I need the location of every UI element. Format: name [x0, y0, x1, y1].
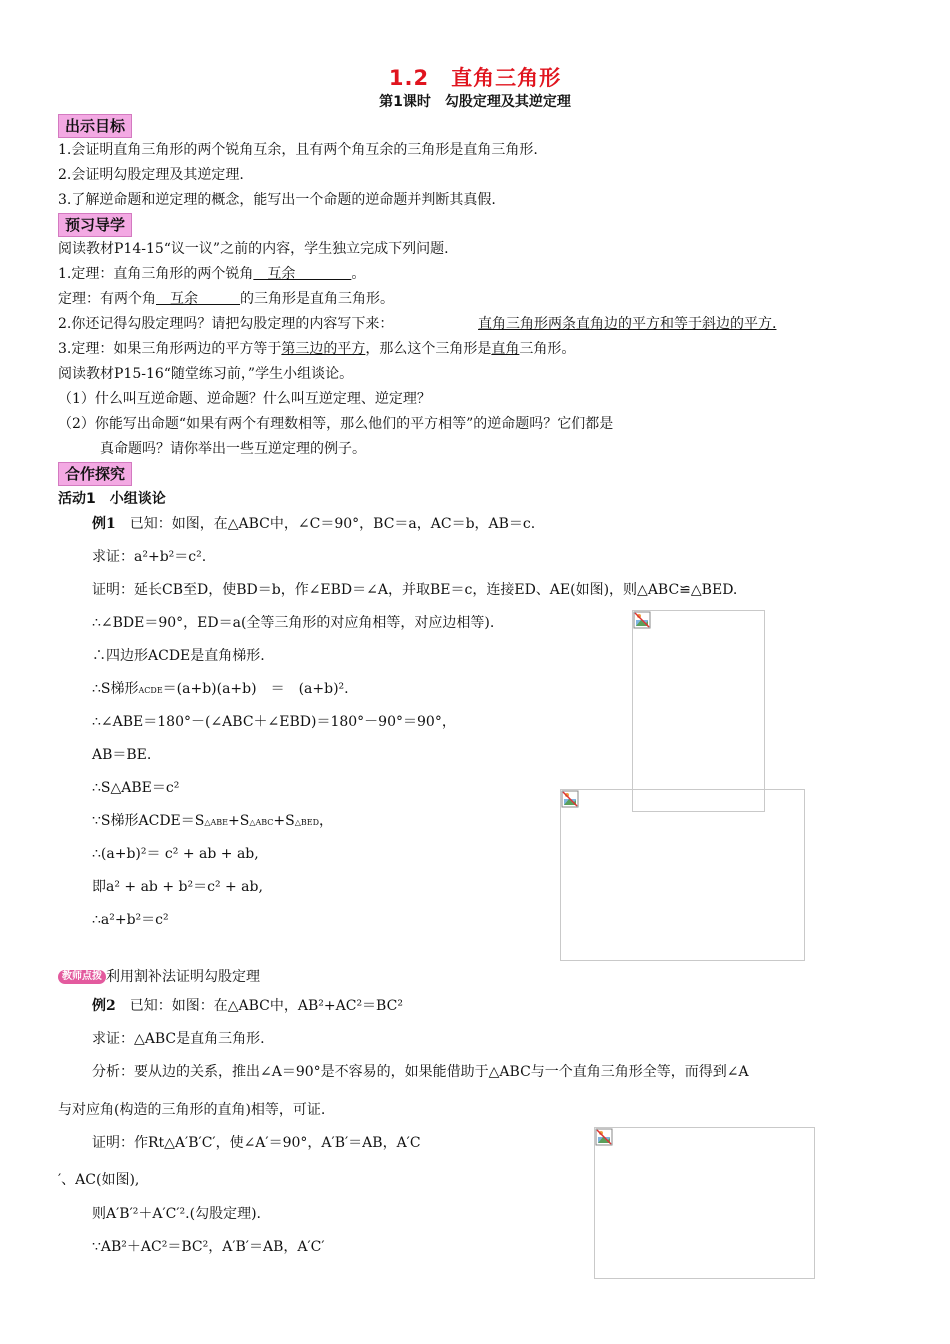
broken-image-icon — [595, 1128, 613, 1146]
example-2-given-text: 已知：如图：在△ABC中，AB²+AC²＝BC² — [115, 998, 403, 1014]
s7-text-b: +S — [228, 813, 250, 829]
preview-q1a — [58, 265, 365, 283]
q3-mid: ，那么这个三角形是 — [365, 341, 492, 357]
s7-text-d: ， — [319, 813, 334, 829]
teacher-tip — [58, 968, 260, 986]
preview-q3 — [58, 340, 575, 358]
example-1-given-text: 已知：如图，在△ABC中，∠C＝90°，BC＝a，AC＝b，AB＝c. — [115, 516, 536, 532]
s7-sub-1: △ABE — [204, 818, 229, 827]
preview-sub-1: （1）什么叫互逆命题、逆命题？什么叫互逆定理、逆定理？ — [58, 391, 431, 407]
figure-3-placeholder — [594, 1127, 815, 1279]
s7-text-a: ∵S梯形ACDE＝S — [92, 813, 205, 829]
q1a-end: 。 — [351, 266, 366, 282]
q3-answer-1: 第三边的平方 — [281, 341, 366, 357]
activity-1-heading: 活动1 小组谈论 — [58, 491, 166, 507]
s3-text-a: ∴S梯形 — [92, 681, 139, 697]
section-explore-heading: 合作探究 — [58, 462, 132, 486]
preview-intro-1: 阅读教材P14-15“议一议”之前的内容，学生独立完成下列问题. — [58, 241, 449, 257]
goal-3: 3.了解逆命题和逆定理的概念，能写出一个命题的逆命题并判断其真假. — [58, 192, 496, 208]
example-1-step-7 — [92, 812, 333, 832]
example-1-step-10: ∴a²+b²＝c² — [92, 912, 169, 928]
example-2-label: 例2 — [92, 998, 116, 1014]
page-title: 1.2 直角三角形 — [388, 66, 562, 90]
teacher-tip-badge: 教师点拨 — [58, 970, 106, 984]
preview-sub-2b: 真命题吗？请你举出一些互逆定理的例子。 — [100, 441, 366, 457]
q1a-answer: 互余 — [253, 266, 352, 282]
preview-sub-2a: （2）你能写出命题“如果有两个有理数相等，那么他们的平方相等”的逆命题吗？它们都是 — [58, 416, 614, 432]
preview-q1b — [58, 290, 394, 308]
preview-q2 — [58, 315, 393, 333]
example-2-proof-1: 证明：作Rt△A′B′C′，使∠A′＝90°，A′B′＝AB，A′C — [92, 1135, 421, 1151]
example-1-given — [92, 515, 535, 533]
page-subtitle: 第1课时 勾股定理及其逆定理 — [379, 94, 571, 110]
example-2-prove: 求证：△ABC是直角三角形. — [92, 1031, 265, 1047]
example-1-step-5: AB＝BE. — [92, 747, 152, 763]
example-1-step-1: ∴∠BDE＝90°，ED＝a(全等三角形的对应角相等，对应边相等). — [92, 615, 495, 631]
example-1-step-9: 即a² + ab + b²＝c² + ab, — [92, 879, 263, 895]
s3-text-b: ＝(a+b)(a+b) ＝ (a+b)². — [162, 681, 349, 697]
example-1-step-6: ∴S△ABE＝c² — [92, 780, 180, 796]
s3-subscript: ACDE — [138, 686, 163, 695]
s7-text-c: +S — [273, 813, 295, 829]
q2-answer: 直角三角形两条直角边的平方和等于斜边的平方. — [478, 316, 777, 332]
example-1-proof: 证明：延长CB至D，使BD＝b，作∠EBD＝∠A，并取BE＝c，连接ED、AE(如图)，则△ABC≌△BED. — [92, 582, 738, 598]
teacher-tip-text: 利用割补法证明勾股定理 — [106, 969, 260, 985]
section-goals-heading: 出示目标 — [58, 114, 132, 138]
s7-sub-2: △ABC — [249, 818, 274, 827]
q2-text: 2.你还记得勾股定理吗？请把勾股定理的内容写下来： — [58, 316, 394, 332]
example-1-step-3 — [92, 680, 349, 700]
q3-answer-2: 直角 — [491, 341, 520, 357]
example-1-step-2: ∴四边形ACDE是直角梯形. — [92, 648, 265, 664]
example-2-proof-4: ∵AB²＋AC²＝BC²，A′B′＝AB，A′C′ — [92, 1239, 325, 1255]
example-2-analysis-2: 与对应角(构造的三角形的直角)相等，可证. — [58, 1102, 326, 1118]
q3-end: 三角形。 — [519, 341, 576, 357]
example-1-step-4: ∴∠ABE＝180°－(∠ABC＋∠EBD)＝180°－90°＝90°， — [92, 714, 456, 730]
section-preview-heading: 预习导学 — [58, 213, 132, 237]
goal-2: 2.会证明勾股定理及其逆定理. — [58, 167, 244, 183]
q3-text: 3.定理：如果三角形两边的平方等于 — [58, 341, 282, 357]
q1b-answer: 互余 — [156, 291, 240, 307]
figure-1-placeholder — [632, 610, 765, 812]
broken-image-icon — [633, 611, 651, 629]
example-1-label: 例1 — [92, 516, 116, 532]
goal-1: 1.会证明直角三角形的两个锐角互余，且有两个角互余的三角形是直角三角形. — [58, 142, 538, 158]
q1b-text: 定理：有两个角 — [58, 291, 156, 307]
example-2-proof-3: 则A′B′²＋A′C′².(勾股定理). — [92, 1206, 261, 1222]
example-2-given — [92, 997, 403, 1015]
broken-image-icon — [561, 790, 579, 808]
preview-intro-2: 阅读教材P15-16“随堂练习前，”学生小组谈论。 — [58, 366, 354, 382]
q1a-text: 1.定理：直角三角形的两个锐角 — [58, 266, 254, 282]
figure-2-placeholder — [560, 789, 805, 961]
example-2-analysis-1: 分析：要从边的关系，推出∠A＝90°是不容易的，如果能借助于△ABC与一个直角三角形全等，而得到∠A — [92, 1064, 749, 1080]
q1b-end: 的三角形是直角三角形。 — [240, 291, 394, 307]
example-2-proof-2: ′、AC(如图), — [58, 1172, 140, 1188]
example-1-step-8: ∴(a+b)²＝ c² + ab + ab, — [92, 846, 259, 862]
example-1-prove: 求证：a²+b²＝c². — [92, 549, 207, 565]
s7-sub-3: △BED — [294, 818, 320, 827]
